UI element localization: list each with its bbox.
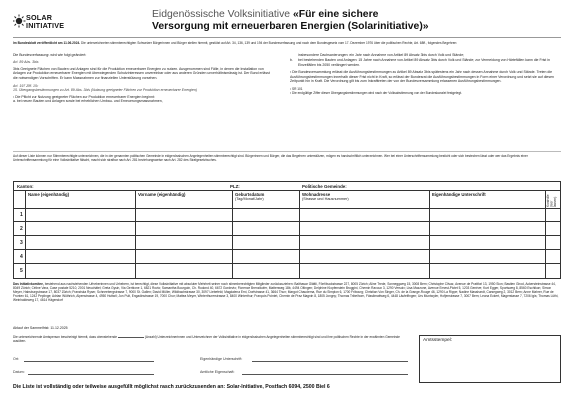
header-kontrolle xyxy=(546,190,560,208)
publication-text: Die unterzeichneten stimmberechtigten Schweizer Bürgerinnen und Bürger stellen hiermit, gestützt auf Art. 34, 136, 139 und 194 der Bundesverfassung und nach dem Bundesgesetz vom 17. Dezember 1976 über die politischen Rechte, Art. 68ff., folgendes Begehren: xyxy=(80,41,458,45)
table-row xyxy=(14,208,560,222)
geburtsdatum-field[interactable] xyxy=(233,222,300,235)
funktion-field[interactable] xyxy=(242,374,408,375)
table-row xyxy=(14,222,560,236)
unterschrift-label: Eigenhändige Unterschrift: xyxy=(200,357,243,361)
table-row xyxy=(14,264,560,278)
logo-line2: INITIATIVE xyxy=(26,21,65,30)
footnote-1: ¹ SR 101 xyxy=(290,87,303,92)
unterschrift-field[interactable] xyxy=(430,264,546,278)
article-heading-2: Art. 197 Ziff. 15² xyxy=(13,84,39,89)
table-row xyxy=(14,236,560,250)
header-sig-text: Eigenhändige Unterschrift xyxy=(432,192,486,197)
sun-icon xyxy=(13,15,26,28)
amtsstempel-box xyxy=(419,335,561,383)
header-wohn-text: Wohnadresse xyxy=(302,192,331,197)
kontrolle-field xyxy=(546,208,560,221)
geburtsdatum-field[interactable] xyxy=(233,250,300,263)
header-kontrolle-text: Kontrolle (leer lassen) xyxy=(546,194,558,207)
logo-text xyxy=(26,14,64,30)
item-a-continued: insbesondere Dachsanierungen: ein Jahr nach Annahme von Artikel 89 Absatz 3bis durch Volk und Stände; xyxy=(298,53,465,57)
initiative-text-left xyxy=(13,53,275,104)
item-b: bei bestehenden Bauten und Anlagen: 15 Jahre nach Annahme von Artikel 89 Absatz 3bis durch Volk und Stände; zur Vermeidung von Härtefällen kann die Frist in Einzelfällen bis 2050 verlängert werden. xyxy=(298,58,550,67)
funktion-label: Amtliche Eigenschaft: xyxy=(200,370,235,374)
intro-text: Die Bundesverfassung¹ wird wie folgt geändert: xyxy=(13,53,87,57)
name-field[interactable] xyxy=(26,222,136,235)
initiative-text-right xyxy=(290,53,560,95)
article-paragraph-2: ¹ Die Pflicht zur Nutzung geeigneter Flächen zur Produktion erneuerbarer Energien beginnt: xyxy=(13,94,155,99)
collection-deadline: Ablauf der Sammelfrist: 11.12.2025 xyxy=(13,326,68,330)
header-geb-sub: (Tag/Monat/Jahr) xyxy=(235,197,264,201)
gemeinde-label: Politische Gemeinde: xyxy=(302,183,347,189)
section-divider xyxy=(13,151,561,152)
committee-members: bestehend aus nachstehenden Urheberinnen und Urhebern, ist berechtigt, diese Volksinitiative mit absoluter Mehrheit seiner noch stimmberechtigten Mitglieder zurückzuziehen: Balthasar Glättli, Förrlibuckstrasse 227, 8005 Zürich; Aline Trede, Sonneggweg 15, 3008 Bern; Christophe Clivaz, Avenue de Pratifori 13, 1950 Sion; Bastien Girod, Ackersteinstrasse 44, 8049 Zürich; Céline Vara, Case postale 5210, 2001 Neuchâtel; Greta Gysin, Via Gerbione 1, 6821 Rovio; Samantha Bourgoin, Ch. Rodond 40, 6672 Gordevio; Florence Brenzikofer, Mattenweg 18b, 4494 Oltingen; Delphine Klopfenstein Broggini, Chemin Ravoux 3, 1290 Versoix; Lisa Mazzone, Avenue Ernest-Pictet 5, 1203 Genève; Kurt Egger, Sportsweg 8, 8560 Eschikon; Simon Meyer, Habsburgstrasse 17, 8037 Zürich; Franziska Ryser, Schneebergstrasse 7, 9000 St. Gallen; David Müller, Wildbachstrasse 30, 3097 Liebefeld; Magdalena Erni, Dorfstrasse 41, 3664 Thun; Margot Chauderna, Rue du Simplon 6, 1700 Fribourg; Christian Von Singer, Ch. de la Grange-Rouge 46, 1290 La Rippe; Nadine Masshardt, Carsegweg 2, 3012 Bern; Anne Mahrer, Rue de Frontex 61, 1242 Peplinge; Adrian Wüthrich, Alpenstrasse 4, 4950 Huttwil; Jon Pult, Engadinstrasse 19, 7000 Chur; Mattea Meyer, Winterthurerstrasse 3, 8400 Winterthur; François Pointet, Chemin de Praz Magnin 8, 1805 Jongny; Thomas Tribelhorn, Fässlimattweg 6, 4448 Läufelfingen; Urs Muntwyler, Hofjenstrasse 7, 3007 Bern; Leona Eckert, Magerstasse 7, 7206 Igis; Thomas Lüthi, Weinhaldeweg 17, 4614 Hägendorf xyxy=(13,282,559,302)
name-field[interactable] xyxy=(26,264,136,278)
vorname-field[interactable] xyxy=(136,236,233,249)
header-wohnadresse xyxy=(300,190,430,208)
ort-field[interactable] xyxy=(24,361,154,362)
table-row xyxy=(14,250,560,264)
ort-label: Ort: xyxy=(13,357,19,361)
attestation-text-1: Die unterzeichnende Amtsperson bescheinigt hiermit, dass obenstehende xyxy=(13,335,118,339)
wohnadresse-field[interactable] xyxy=(300,208,430,221)
article-subheading-2: 15. Übergangsbestimmungen zu Art. 89 Abs. 3bis (Nutzung geeigneter Flächen zur Produktion erneuerbarer Energien) xyxy=(13,88,197,93)
datum-label: Datum: xyxy=(13,370,25,374)
vorname-field[interactable] xyxy=(136,208,233,221)
unterschrift-field[interactable] xyxy=(252,361,408,362)
publication-note xyxy=(13,41,561,45)
geburtsdatum-field[interactable] xyxy=(233,264,300,278)
plz-label: PLZ: xyxy=(230,183,240,189)
item-label-b: b. xyxy=(290,58,293,63)
kontrolle-field xyxy=(546,222,560,235)
row-number: 1 xyxy=(14,208,26,221)
kontrolle-field xyxy=(546,236,560,249)
header-name-text: Name (eigenhändig) xyxy=(28,192,70,197)
header-name xyxy=(26,190,136,208)
row-number: 2 xyxy=(14,222,26,235)
canton-label: Kanton: xyxy=(17,183,34,189)
kontrolle-field xyxy=(546,264,560,278)
row-number: 3 xyxy=(14,236,26,249)
header-geb-text: Geburtsdatum xyxy=(235,192,265,197)
article-item-a: a. bei neuen Bauten und Anlagen sowie bei erheblichen Umbau- und Erneuerungsmassnahmen, xyxy=(13,99,163,104)
header-divider xyxy=(13,37,561,38)
stamp-label: Amtsstempel: xyxy=(423,338,453,343)
table-body xyxy=(14,208,560,278)
header-wohn-sub: (Strasse und Hausnummer) xyxy=(302,197,349,201)
kontrolle-field xyxy=(546,250,560,263)
wohnadresse-field[interactable] xyxy=(300,236,430,249)
article-paragraph-1: 3bis Geeignete Flächen von Bauten und Anlagen sind für die Produktion erneuerbarer Energien zu nutzen. Ausgenommen sind Fälle, in denen die Installation von Anlagen zur Produktion erneuerbarer Energien mit überwiegenden Schutzinteressen unvereinbar oder aus anderen Gründen unverhältnismässig ist. Der Bund erlässt die notwendigen Vorschriften. Er kann Massnahmen zur finanziellen Unterstützung vorsehen. xyxy=(13,66,270,80)
unterschrift-field[interactable] xyxy=(430,236,546,249)
header-vorname xyxy=(136,190,233,208)
publication-bold: Im Bundesblatt veröffentlicht am 11.06.2024. xyxy=(13,41,81,45)
name-field[interactable] xyxy=(26,250,136,263)
header-vorname-text: Vorname (eigenhändig) xyxy=(138,192,186,197)
wohnadresse-field[interactable] xyxy=(300,222,430,235)
attestation-block xyxy=(13,334,408,343)
committee-bold: Das Initiativkomitee, xyxy=(13,282,44,286)
row-number: 5 xyxy=(14,264,26,278)
vorname-field[interactable] xyxy=(136,222,233,235)
vorname-field[interactable] xyxy=(136,264,233,278)
unterschrift-field[interactable] xyxy=(430,250,546,263)
legal-warning: Auf dieser Liste können nur Stimmberechtigte unterzeichnen, die in der genannten politischen Gemeinde in eidgenössischen Angelegenheiten stimmberechtigt sind. Bürgerinnen und Bürger, die das Begehren unterstützen, mögen es handschriftlich unterzeichnen. Wer bei einer Unterschriftensammlung besticht oder sich bestechen lässt oder wer das Ergebnis einer Unterschriftensammlung für eine Volksinitiative fälscht, macht sich strafbar nach Art. 281 beziehungsweise nach Art. 282 des Strafgesetzbuches. xyxy=(13,154,528,162)
vorname-field[interactable] xyxy=(136,250,233,263)
row-number: 4 xyxy=(14,250,26,263)
title-main-1: «Für eine sichere xyxy=(292,9,379,20)
name-field[interactable] xyxy=(26,208,136,221)
signature-table xyxy=(13,181,561,279)
attestation-text-2: (Anzahl) Unterzeichnerinnen und Unterzeichner der Volksinitiative in eidgenössischen Angelegenheiten stimmberechtigt sind und ihre politischen Rechte in der erwähnten Gemeinde ausüben. xyxy=(13,335,400,343)
wohnadresse-field[interactable] xyxy=(300,264,430,278)
table-header xyxy=(14,190,560,209)
paragraph-2-right: ² Die Bundesversammlung erlässt die Ausführungsbestimmungen zu Artikel 89 Absatz 3bis spätestens ein Jahr nach dessen Annahme durch Volk und Stände. Treten die Ausführungsbestimmungen innerhalb dieser Frist nicht in Kraft, so erlässt der Bundesrat die Ausführungsbestimmungen in Form einer Verordnung und setzt sie auf diesen Zeitpunkt hin in Kraft. Die Verordnung gilt bis zum Inkrafttreten der von der Bundesversammlung erlassenen Ausführungsbestimmungen. xyxy=(290,70,555,84)
page-title xyxy=(152,9,552,34)
geburtsdatum-field[interactable] xyxy=(233,236,300,249)
item-label xyxy=(290,53,295,57)
header-geburtsdatum xyxy=(233,190,300,208)
wohnadresse-field[interactable] xyxy=(300,250,430,263)
name-field[interactable] xyxy=(26,236,136,249)
committee-text xyxy=(13,282,561,302)
unterschrift-field[interactable] xyxy=(430,222,546,235)
header-num-cell xyxy=(14,190,26,208)
title-main-2: Versorgung mit erneuerbaren Energien (Solarinitiative)» xyxy=(152,21,429,33)
logo-line1: SOLAR xyxy=(26,13,53,22)
footnote-2: ² Die endgültige Ziffer dieser Übergangsbestimmungen wird nach der Volksabstimmung von der Bundeskanzlei festgelegt. xyxy=(290,91,462,96)
article-heading-1: Art. 89 Abs. 3bis xyxy=(13,60,39,65)
return-address: Die Liste ist vollständig oder teilweise ausgefüllt möglichst rasch zurückzusenden an: Solar-Initiative, Postfach 6094, 2500 Biel 6 xyxy=(13,384,330,390)
unterschrift-field[interactable] xyxy=(430,208,546,221)
datum-field[interactable] xyxy=(28,374,154,375)
count-field[interactable] xyxy=(118,334,144,338)
title-prefix: Eidgenössische Volksinitiative xyxy=(152,9,291,20)
header-unterschrift xyxy=(430,190,546,208)
geburtsdatum-field[interactable] xyxy=(233,208,300,221)
